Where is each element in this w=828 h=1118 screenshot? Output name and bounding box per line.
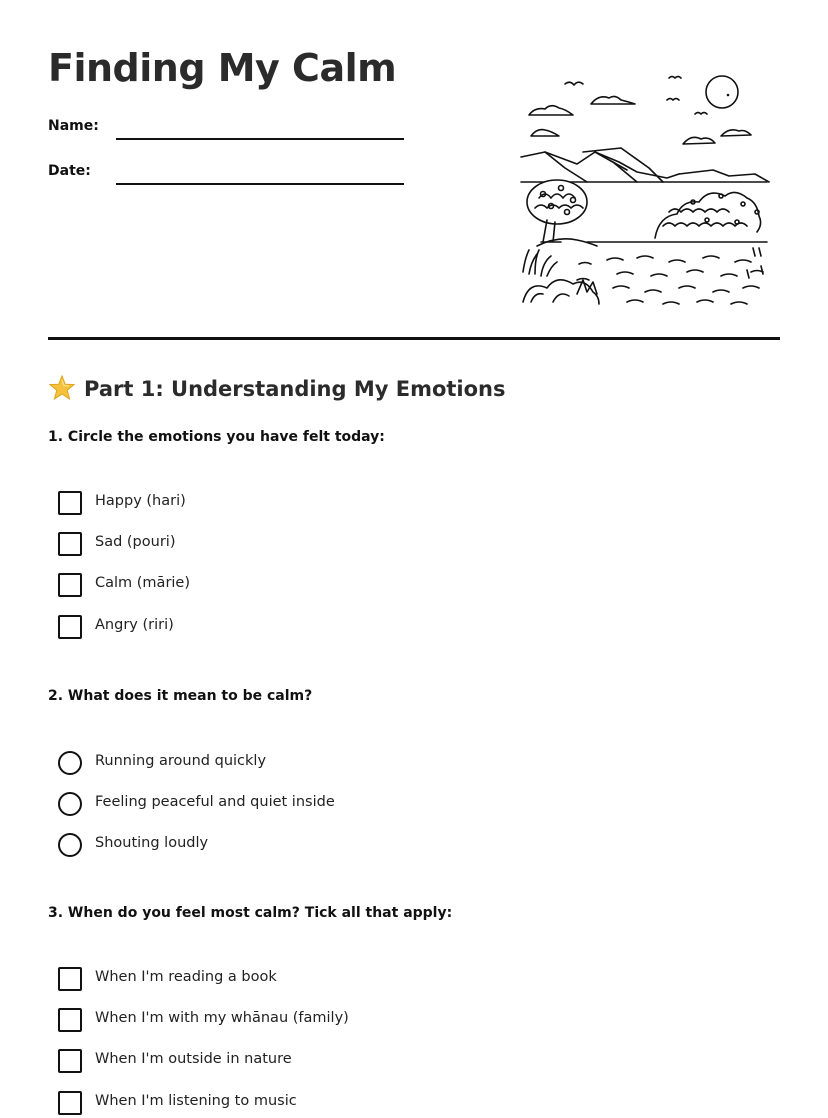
name-label: Name: — [48, 118, 99, 134]
checkbox[interactable] — [58, 532, 82, 556]
option-label: Feeling peaceful and quiet inside — [95, 794, 335, 810]
star-icon — [48, 374, 76, 402]
option-label: Sad (pouri) — [95, 534, 176, 550]
checkbox[interactable] — [58, 1008, 82, 1032]
checkbox[interactable] — [58, 615, 82, 639]
option-label: When I'm reading a book — [95, 969, 277, 985]
date-field — [48, 163, 408, 185]
checkbox[interactable] — [58, 1049, 82, 1073]
date-line[interactable] — [116, 183, 404, 185]
page-title: Finding My Calm — [48, 46, 397, 90]
option-label: When I'm with my whānau (family) — [95, 1010, 349, 1026]
question-3: 3. When do you feel most calm? Tick all that apply: — [48, 905, 453, 921]
lake-landscape-illustration — [517, 70, 771, 310]
option-label: When I'm listening to music — [95, 1093, 297, 1109]
checkbox[interactable] — [58, 491, 82, 515]
part1-heading-text: Part 1: Understanding My Emotions — [84, 377, 506, 401]
date-label: Date: — [48, 163, 91, 179]
radio-button[interactable] — [58, 751, 82, 775]
option-label: When I'm outside in nature — [95, 1051, 292, 1067]
name-line[interactable] — [116, 138, 404, 140]
option-label: Happy (hari) — [95, 493, 186, 509]
option-label: Running around quickly — [95, 753, 267, 769]
question-1: 1. Circle the emotions you have felt today: — [48, 429, 385, 445]
section-divider — [48, 337, 780, 340]
radio-button[interactable] — [58, 792, 82, 816]
checkbox[interactable] — [58, 1091, 82, 1115]
checkbox[interactable] — [58, 967, 82, 991]
option-label: Calm (mārie) — [95, 575, 191, 591]
question-2: 2. What does it mean to be calm? — [48, 688, 313, 704]
checkbox[interactable] — [58, 573, 82, 597]
option-label: Angry (riri) — [95, 617, 174, 633]
radio-button[interactable] — [58, 833, 82, 857]
option-label: Shouting loudly — [95, 835, 209, 851]
part1-heading — [48, 374, 506, 402]
name-field — [48, 118, 408, 140]
